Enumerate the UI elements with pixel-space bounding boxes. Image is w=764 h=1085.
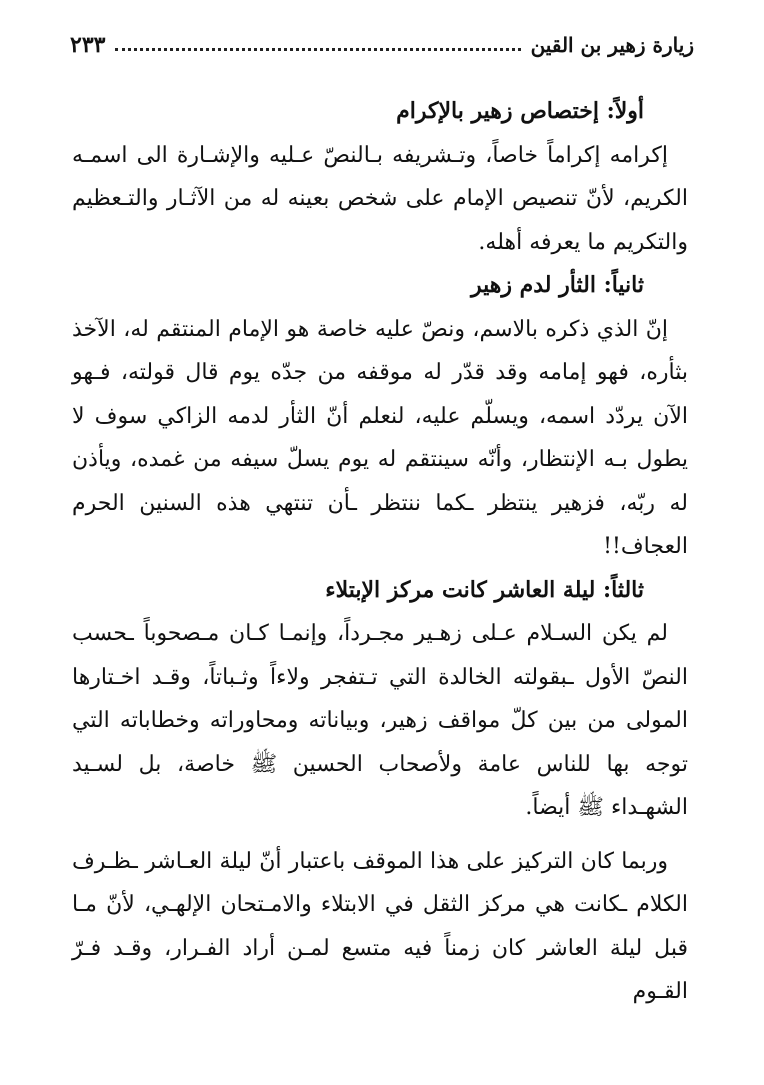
paragraph: وربما كان التركيز على هذا الموقف باعتبار أنّ ليلة العـاشر ـظـرف الكلام ـكانت هي مركز الثقل في الابتلاء والامـتحان الإلهـي، لأنّ مـا قبل ليلة العاشر كان زمناً فيه متسع لمـن أراد الفـرار، وقـد فـرّ القـوم [72, 848, 688, 1004]
running-header [70, 30, 694, 60]
leader-dots [115, 48, 520, 51]
paragraph: لم يكن السـلام عـلى زهـير مجـرداً، وإنمـا كـان مـصحوباً ـحسب النصّ الأول ـبقولته الخالدة التي تـتفجر ولاءاً وثـباتاً، وقـد اخـتارها المولى من بين كلّ مواقف زهير، وبياناته ومحاوراته وخطاباته التي توجه بها للناس عامة ولأصحاب الحسين ﷺ خاصة، بل لسـيد الشهـداء ﷺ أيضاً. [72, 621, 688, 820]
page-number: ٢٣٣ [70, 32, 106, 58]
paragraph: إكرامه إكراماً خاصاً، وتـشريفه بـالنصّ عـليه والإشـارة الى اسمـه الكريم، لأنّ تنصيص الإمام على شخص بعينه له من الآثـار والتـعظيم والتكريم ما يعرفه أهله. [72, 142, 688, 255]
section-heading-first: أولاً: إختصاص زهير بالإكرام [396, 98, 644, 124]
section-heading-second: ثانياً: الثأر لدم زهير [470, 272, 644, 298]
section-heading-third: ثالثاً: ليلة العاشر كانت مركز الإبتلاء [325, 576, 644, 603]
running-header-title: زيارة زهير بن القين [530, 33, 694, 57]
page-body [72, 90, 688, 1014]
paragraph: إنّ الذي ذكره بالاسم، ونصّ عليه خاصة هو الإمام المنتقم له، الآخذ بثأره، فهو إمامه وقد قدّر له موقفه من جدّه يوم قال قولته، فـهو الآن يردّد اسمه، ويسلّم عليه، لنعلم أنّ الثأر لدمه الزاكي سوف لا يطول بـه الإنتظار، وأنّه سينتقم له يوم يسلّ سيفه من غمده، ويأذن له ربّه، فزهير ينتظر ـكما ننتظر ـأن تنتهي هذه السنين الحرم العجاف!! [72, 316, 688, 559]
